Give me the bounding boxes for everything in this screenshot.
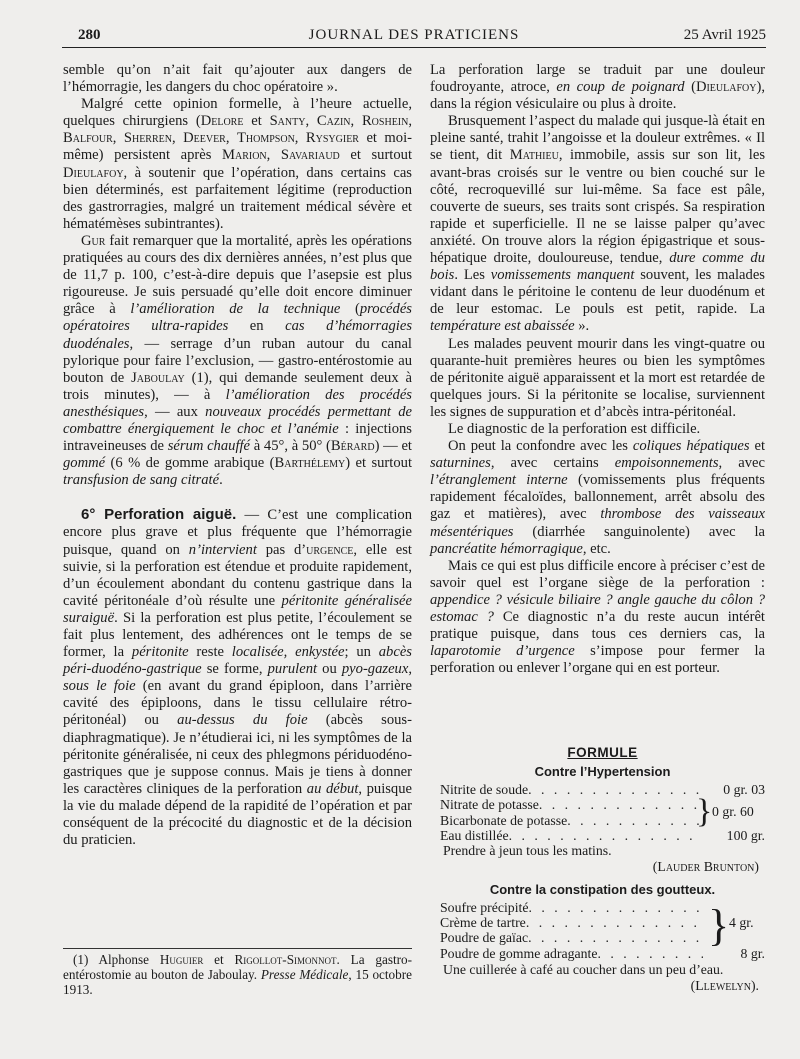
text-run: Ce diagnostic n’a du reste aucun intérêt pratique puisque, dans tous ces derniers cas, la xyxy=(430,609,765,643)
text-run: , à soutenir que l’opération, dans certains cas bien déterminés, est parfaitement légitime (reproduction des gastrorragies, malgré un traitement médical sévère et hématémèses subintrantes). xyxy=(63,164,412,232)
paragraph xyxy=(430,438,765,558)
brace-glyph: } xyxy=(696,793,713,831)
text-run: La perforation large se traduit par une douleur foudroyante, atroce, xyxy=(430,62,765,96)
text-run: (6 % de gomme arabique ( xyxy=(105,455,275,472)
text-run: ; un xyxy=(344,644,379,661)
text-run: péritonite généralisée suraiguë xyxy=(63,592,412,626)
text-run: (abcès sous-diaphragmatique). Je n’étudierai ici, ni les symptômes de la péritonite généralisée, ni ceux des phlegmons périduodéno-gastriques que je suppose connus. Mais je tiens à donner les caractères cliniques de la perforation xyxy=(63,712,412,797)
text-run: , xyxy=(294,130,306,147)
paragraph xyxy=(430,62,765,113)
text-run: . La gastro-entérostomie au bouton de Jaboulay. xyxy=(63,952,412,983)
ingredient-name: Soufre précipité xyxy=(440,899,529,915)
text-run: sous le foie xyxy=(63,678,136,695)
brace-glyph: } xyxy=(708,900,730,950)
text-run: dure comme du bois xyxy=(430,250,765,284)
ingredient-quantity: 100 gr. xyxy=(726,828,765,844)
text-run: pyo-gazeux xyxy=(341,661,409,678)
right-column xyxy=(430,62,765,677)
text-run: thrombose des vaisseaux mésentériques xyxy=(430,506,766,540)
text-run: l’amélioration de la technique xyxy=(130,301,341,318)
left-column xyxy=(63,62,412,849)
text-run: ) — et xyxy=(374,438,412,455)
text-run: , xyxy=(350,113,362,130)
paragraph xyxy=(430,113,765,335)
text-run: ), dans la région vésiculaire ou plus à droite. xyxy=(430,79,765,113)
text-run: Sherren xyxy=(123,130,172,147)
text-run: ». xyxy=(574,318,590,335)
text-run: transfusion de sang citraté xyxy=(63,472,220,489)
text-run: , immobile, assis sur son lit, les avant-bras croisés sur le ventre ou bien couché sur le côté, recroquevillé sur lui-même. Sa face est pâle, couverte de sueurs, ses traits sont crispés. Sa respiration rapide et superficielle. Il ne se laisse palper qu’avec anxiété. On trouve alors la région épigastrique et sous-hépatique droite, douloureuse, tendue, xyxy=(430,147,765,267)
paragraph xyxy=(430,558,765,678)
ingredient-name: Poudre de gaïac xyxy=(440,930,529,946)
text-run: , xyxy=(408,661,412,678)
footnote xyxy=(63,952,412,998)
group-quantity: 4 gr. xyxy=(729,914,754,930)
ingredient-name: Nitrite de soude xyxy=(440,781,529,797)
ingredient-name: Nitrate de potasse xyxy=(440,797,539,813)
text-run: , 15 octobre 1913. xyxy=(63,967,412,998)
text-run: empoisonnements xyxy=(614,455,719,472)
text-run: Rysygier xyxy=(305,130,359,147)
paragraph xyxy=(63,506,412,849)
formula-reference: (Llewelyn). xyxy=(690,977,759,993)
text-run: On peut la confondre avec les xyxy=(448,438,633,455)
page-header xyxy=(62,27,766,47)
text-run: (1) Alphonse xyxy=(73,952,160,967)
text-run: . Les xyxy=(454,267,491,284)
text-run: Roshein xyxy=(361,113,409,130)
text-run: n’intervient xyxy=(188,541,257,558)
text-run: Thompson xyxy=(236,130,295,147)
formula-instruction: Une cuillerée à café au coucher dans un peu d’eau. xyxy=(443,962,724,978)
text-run: Les malades peuvent mourir dans les vingt-quatre ou quarante-huit premières heures ou bien les symptômes de péritonite aiguë apparaissent et la mort est retardée de quelques jours. Si la péritonite se localise, surviennent les signes de suppuration et d’abcès intra-péritonéal. xyxy=(430,335,765,420)
text-run: et xyxy=(203,952,235,967)
text-run: l’amélioration des procédés anesthésiques xyxy=(63,386,412,420)
formula-box xyxy=(440,745,765,993)
formula-gout-title: Contre la constipation des goutteux. xyxy=(489,882,716,898)
text-run: en xyxy=(228,318,286,335)
journal-title: JOURNAL DES PRATICIENS xyxy=(308,27,520,43)
text-run: souvent, les malades vidant dans le péritoine le contenu de leur duodénum et de leur estomac. Le pouls est petit, rapide. La xyxy=(430,267,765,318)
text-run: Delore xyxy=(200,113,244,130)
ingredient-row xyxy=(440,828,765,843)
text-run: Dieulafoy xyxy=(63,164,124,181)
text-run: Malgré cette opinion formelle, à l’heure actuelle, quelques chirurgiens ( xyxy=(63,96,412,130)
text-run: reste xyxy=(188,644,232,661)
text-run: Savariaud xyxy=(280,147,340,164)
ingredient-name: Bicarbonate de potasse xyxy=(440,812,568,828)
text-run: cas d’hémorragies duodénales xyxy=(63,318,413,352)
text-run: Presse Médicale xyxy=(260,967,349,983)
text-run: Rigollot-Simonnot xyxy=(234,952,337,967)
text-run: saturnines xyxy=(430,455,491,472)
text-run: semble qu’on n’ait fait qu’ajouter aux dangers de l’hémorragie, les dangers du choc opératoire ». xyxy=(63,62,412,96)
text-run: ( xyxy=(340,301,360,318)
footnote-rule xyxy=(63,948,412,949)
text-run: Huguier xyxy=(159,952,204,967)
text-run: , elle est suivie, si la perforation est étendue et produite rapidement, d’un écoulement abondant du contenu gastrique dans la cavité péritonéale d’où résulte une xyxy=(63,541,412,609)
paragraph xyxy=(430,336,765,421)
text-run: Jaboulay xyxy=(131,369,185,386)
text-run: Dieulafoy xyxy=(695,79,757,96)
text-run: vomissements manquent xyxy=(490,267,635,284)
paragraph xyxy=(430,421,765,438)
text-run: Bérard xyxy=(330,438,375,455)
text-run: ou xyxy=(317,661,342,678)
section-heading: 6° Perforation aiguë. xyxy=(81,506,237,524)
text-run: au-dessus du foie xyxy=(177,712,308,729)
text-run: Brusquement l’aspect du malade qui jusque-là était en pleine santé, trahit l’angoisse et la douleur extrêmes. « Il se tient, dit xyxy=(430,113,765,164)
header-rule xyxy=(62,47,766,48)
text-run: Mathieu xyxy=(509,147,559,164)
text-run: laparotomie d’urgence xyxy=(430,643,575,660)
text-run: en coup de poignard xyxy=(556,79,685,96)
text-run: abcès péri-duodéno-gastrique xyxy=(63,644,412,678)
text-run: ( xyxy=(684,79,696,96)
text-run: (diarrhée sanguinolente) avec la xyxy=(513,523,765,540)
text-run: , — serrage d’un ruban autour du canal pylorique pour faire l’exclusion, — gastro-entérostomie au bouton de xyxy=(63,335,412,386)
text-run: (vomissements plus fréquents rapidement fécaloïdes, ballonnement, arrêt absolu des gaz et matières), avec xyxy=(430,472,765,523)
text-run: appendice ? vésicule biliaire ? angle gauche du côlon ? estomac ? xyxy=(430,591,765,625)
text-run: pas d’ xyxy=(256,541,307,558)
formula-reference: (Lauder Brunton) xyxy=(652,858,759,874)
text-run: et surtout xyxy=(339,147,413,164)
text-run: à 45°, à 50° ( xyxy=(250,438,331,455)
text-run: urgence xyxy=(306,541,354,558)
text-run: fait remarquer que la mortalité, après les opérations pratiquées au cours des dix dernières années, n’est plus que de 11,7 p. 100, c’est-à-dire depuis que l’asepsie est plus rigoureuse. Je suis persuadé qu’elle doit encore diminuer grâce à xyxy=(63,232,412,318)
text-run: , etc. xyxy=(582,540,611,557)
text-run: , — aux xyxy=(144,403,206,420)
text-run: ) et surtout xyxy=(345,455,412,472)
text-run: nouveaux procédés permettant de combattre énergiquement le choc et l’anémie xyxy=(63,403,412,437)
text-run: purulent xyxy=(267,661,318,678)
text-run: localisée, enkystée xyxy=(231,644,345,661)
text-run: — C’est une complication encore plus grave et plus fréquente que l’hémorragie puisque, quand on xyxy=(63,507,412,558)
formula-hypertension-title: Contre l’Hypertension xyxy=(534,764,671,780)
text-run: Balfour xyxy=(63,130,113,147)
text-run: , xyxy=(266,147,281,164)
text-run: Mais ce qui est plus difficile encore à préciser c’est de savoir quel est l’organe siège de la perforation : xyxy=(430,557,765,591)
ingredient-group xyxy=(440,793,765,831)
text-run: , avec xyxy=(718,455,765,472)
text-run: . xyxy=(219,472,223,489)
formula-instruction: Prendre à jeun tous les matins. xyxy=(443,843,612,859)
group-quantity: 0 gr. 60 xyxy=(712,804,754,820)
ingredient-row xyxy=(440,782,765,797)
text-run: Santy xyxy=(269,113,306,130)
ingredient-quantity: 0 gr. 03 xyxy=(723,781,765,797)
ingredient-name: Poudre de gomme adragante xyxy=(440,945,598,961)
text-run: et xyxy=(243,113,270,130)
text-run: au début xyxy=(306,780,359,797)
text-run: , xyxy=(305,113,317,130)
text-run: Cazin xyxy=(316,113,351,130)
text-run: Gur xyxy=(81,232,106,249)
text-run: Marion xyxy=(222,147,267,164)
text-run: , xyxy=(112,130,124,147)
text-run: se forme, xyxy=(201,661,268,678)
ingredient-name: Crème de tartre xyxy=(440,915,526,931)
text-run: (1), qui demande seulement deux à trois minutes), — à xyxy=(63,369,412,403)
text-run: température est abaissée xyxy=(430,318,575,335)
text-run: et xyxy=(749,438,766,455)
ingredient-name: Eau distillée xyxy=(440,828,509,844)
text-run: et moi-même) persistent après xyxy=(63,130,412,164)
text-run: l’étranglement interne xyxy=(430,472,568,489)
text-run: Deever xyxy=(183,130,226,147)
text-run: (en avant du grand épiploon, dans l’arrière cavité des épiploons, dans le tissu cellulaire rétro-péritonéal) ou xyxy=(63,678,412,729)
issue-date: 25 Avril 1925 xyxy=(683,27,766,43)
text-run: Le diagnostic de la perforation est difficile. xyxy=(448,420,701,437)
text-run: : injections intraveineuses de xyxy=(63,420,412,455)
page-number: 280 xyxy=(78,27,101,43)
paragraph xyxy=(63,96,412,233)
text-run: , puisque la vie du malade dépend de la rapidité de l’opération et par conséquent de la précocité du diagnostic et de la décision du praticien. xyxy=(63,780,412,849)
paragraph xyxy=(63,233,412,489)
ingredient-group xyxy=(440,899,765,950)
text-run: sérum chauffé xyxy=(167,438,251,455)
text-run: procédés opératoires ultra-rapides xyxy=(63,301,412,335)
text-run: péritonite xyxy=(131,644,189,661)
text-run: , avec certains xyxy=(490,455,615,472)
text-run: Barthélemy xyxy=(274,455,346,472)
text-run: coliques hépatiques xyxy=(632,438,750,455)
text-run: , xyxy=(225,130,237,147)
formula-title: FORMULE xyxy=(567,745,638,760)
text-run: . Si la perforation est plus petite, l’écoulement se fait plus lentement, des adhérences ont le temps de se former, la xyxy=(63,609,412,661)
text-run: , xyxy=(408,113,413,130)
text-run: gommé xyxy=(63,455,106,472)
text-run: s’impose pour fermer la perforation ou enlever l’organe qui en est porteur. xyxy=(430,643,765,677)
text-run: pancréatite hémorragique xyxy=(430,540,583,557)
paragraph xyxy=(63,62,412,96)
ingredient-quantity: 8 gr. xyxy=(740,945,765,961)
text-run: , xyxy=(171,130,184,147)
